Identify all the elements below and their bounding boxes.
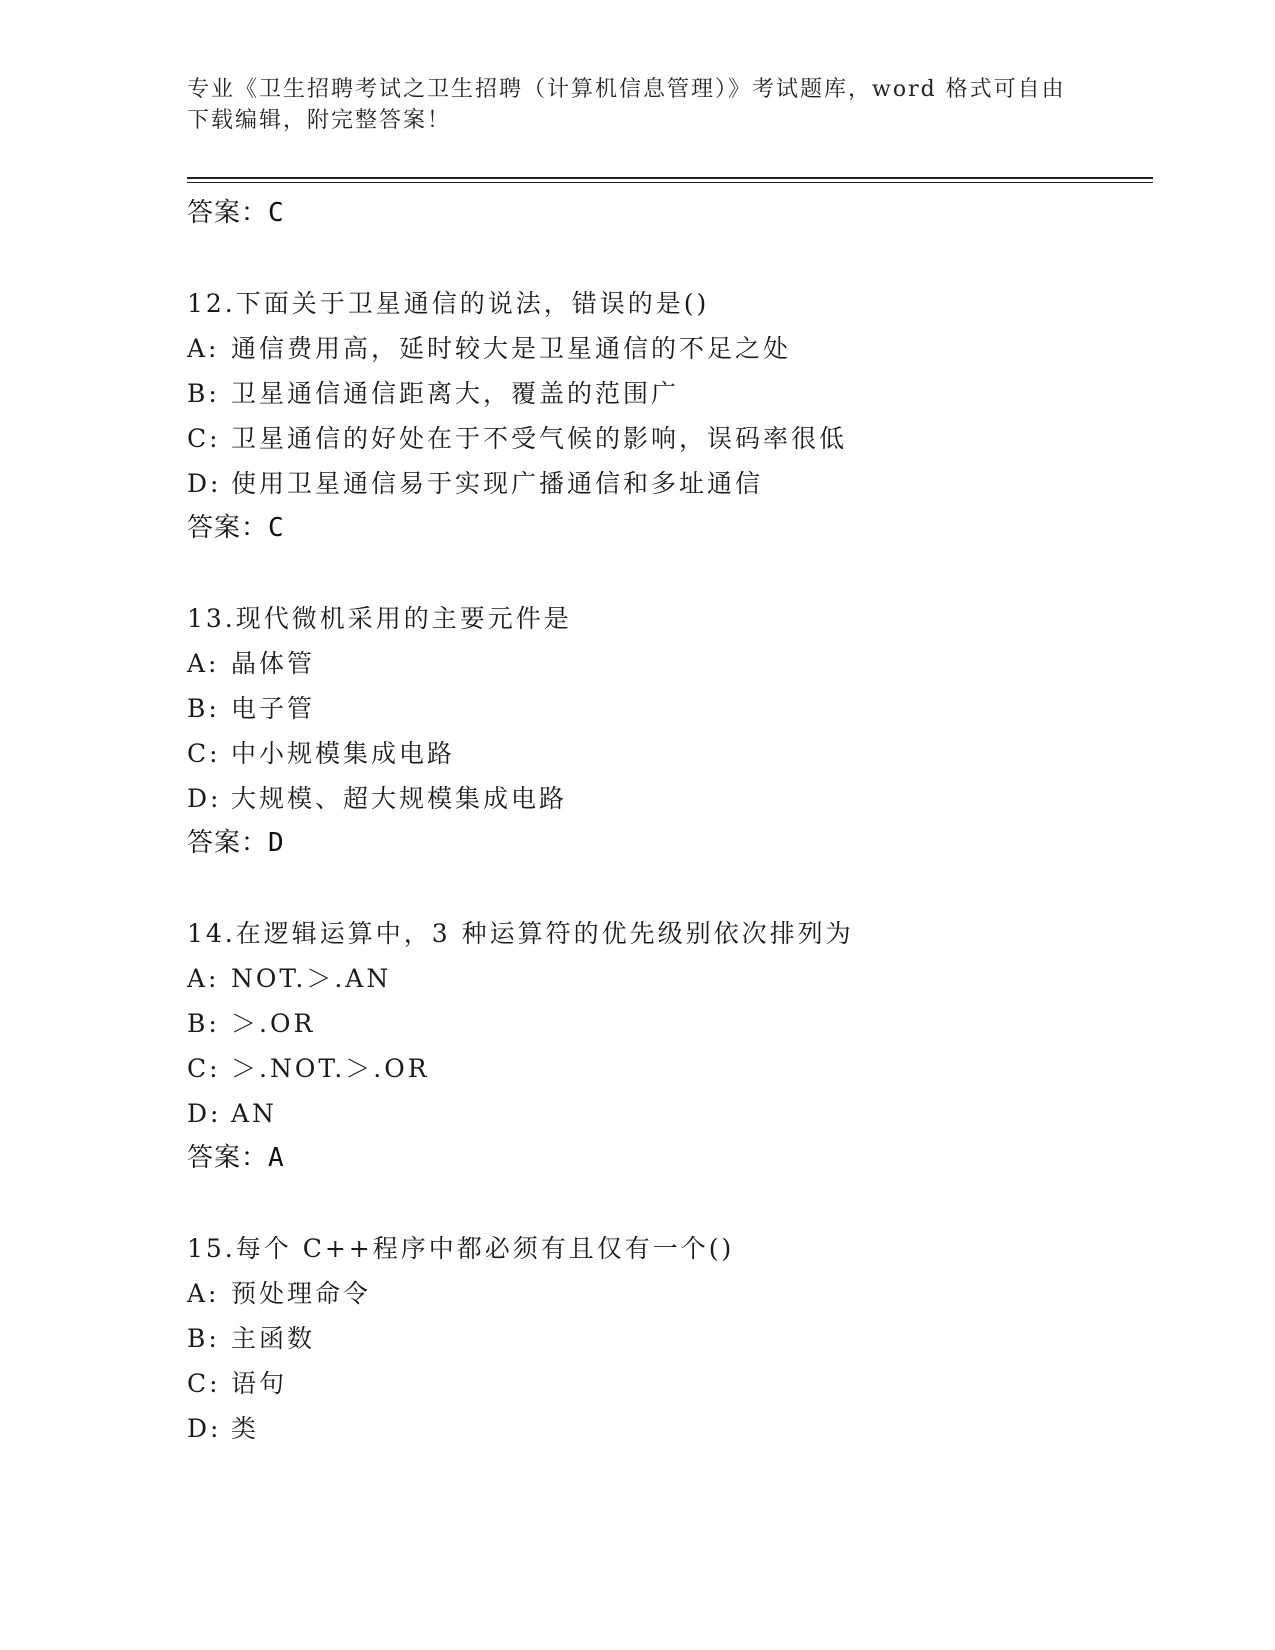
- answer-label: 答案：: [187, 198, 269, 228]
- option-key: D:: [187, 784, 222, 813]
- answer-line: [187, 506, 1153, 550]
- option-text: ＞.OR: [231, 1009, 316, 1038]
- option-c: [187, 416, 1153, 461]
- document-header: [187, 74, 1067, 136]
- option-text: 类: [231, 1414, 260, 1443]
- option-text: ＞.NOT.＞.OR: [231, 1054, 430, 1083]
- option-key: A:: [187, 649, 220, 678]
- answer-label: 答案：: [187, 828, 269, 858]
- option-key: C:: [187, 424, 221, 453]
- option-key: A:: [187, 334, 220, 363]
- option-c: [187, 1361, 1153, 1406]
- option-d: [187, 776, 1153, 821]
- option-d: [187, 1406, 1153, 1451]
- question-title: 15.每个 C++程序中都必须有且仅有一个(): [187, 1234, 735, 1263]
- header-text: 专业《卫生招聘考试之卫生招聘（计算机信息管理）》考试题库，word 格式可自由下载编辑，附完整答案！: [187, 77, 1066, 133]
- option-key: C:: [187, 1369, 221, 1398]
- option-text: AN: [231, 1099, 277, 1128]
- option-key: B:: [187, 1324, 220, 1353]
- option-key: B:: [187, 694, 220, 723]
- option-text: 大规模、超大规模集成电路: [231, 784, 568, 813]
- option-b: [187, 1316, 1153, 1361]
- option-text: 电子管: [231, 694, 316, 723]
- option-a: [187, 956, 1153, 1001]
- answer-value: C: [268, 513, 285, 543]
- option-key: A:: [187, 964, 220, 993]
- option-b: [187, 1001, 1153, 1046]
- option-b: [187, 686, 1153, 731]
- question-14: [187, 911, 1153, 1180]
- option-key: D:: [187, 1414, 222, 1443]
- answer-line: [187, 821, 1153, 865]
- option-text: 卫星通信通信距离大，覆盖的范围广: [231, 379, 680, 408]
- header-divider-thick: [187, 177, 1153, 179]
- option-text: 通信费用高，延时较大是卫星通信的不足之处: [231, 334, 792, 363]
- option-key: D:: [187, 1099, 222, 1128]
- option-d: [187, 1091, 1153, 1136]
- option-text: 使用卫星通信易于实现广播通信和多址通信: [231, 469, 764, 498]
- option-a: [187, 1271, 1153, 1316]
- option-d: [187, 461, 1153, 506]
- answer-value: A: [268, 1143, 285, 1173]
- option-key: A:: [187, 1279, 220, 1308]
- question-title: 12.下面关于卫星通信的说法，错误的是(): [187, 289, 710, 318]
- question-list: [187, 191, 1153, 1451]
- question-12: [187, 281, 1153, 550]
- option-key: C:: [187, 739, 221, 768]
- option-key: C:: [187, 1054, 221, 1083]
- option-text: 语句: [231, 1369, 288, 1398]
- answer-value: D: [268, 828, 285, 858]
- option-text: 主函数: [231, 1324, 316, 1353]
- option-text: 预处理命令: [231, 1279, 372, 1308]
- answer-label: 答案：: [187, 513, 269, 543]
- answer-line: [187, 1136, 1153, 1180]
- option-a: [187, 326, 1153, 371]
- option-text: 中小规模集成电路: [231, 739, 456, 768]
- option-key: B:: [187, 379, 220, 408]
- option-c: [187, 731, 1153, 776]
- option-a: [187, 641, 1153, 686]
- answer-label: 答案：: [187, 1143, 269, 1173]
- option-text: NOT.＞.AN: [231, 964, 392, 993]
- option-c: [187, 1046, 1153, 1091]
- option-b: [187, 371, 1153, 416]
- header-divider-thin: [187, 182, 1153, 183]
- question-title: 13.现代微机采用的主要元件是: [187, 604, 572, 633]
- question-13: [187, 596, 1153, 865]
- answer-value: C: [268, 198, 285, 228]
- question-title: 14.在逻辑运算中，3 种运算符的优先级别依次排列为: [187, 919, 854, 948]
- question-15: [187, 1226, 1153, 1451]
- option-key: B:: [187, 1009, 220, 1038]
- option-key: D:: [187, 469, 222, 498]
- prev-answer-line: [187, 191, 1153, 235]
- option-text: 卫星通信的好处在于不受气候的影响，误码率很低: [231, 424, 848, 453]
- option-text: 晶体管: [231, 649, 316, 678]
